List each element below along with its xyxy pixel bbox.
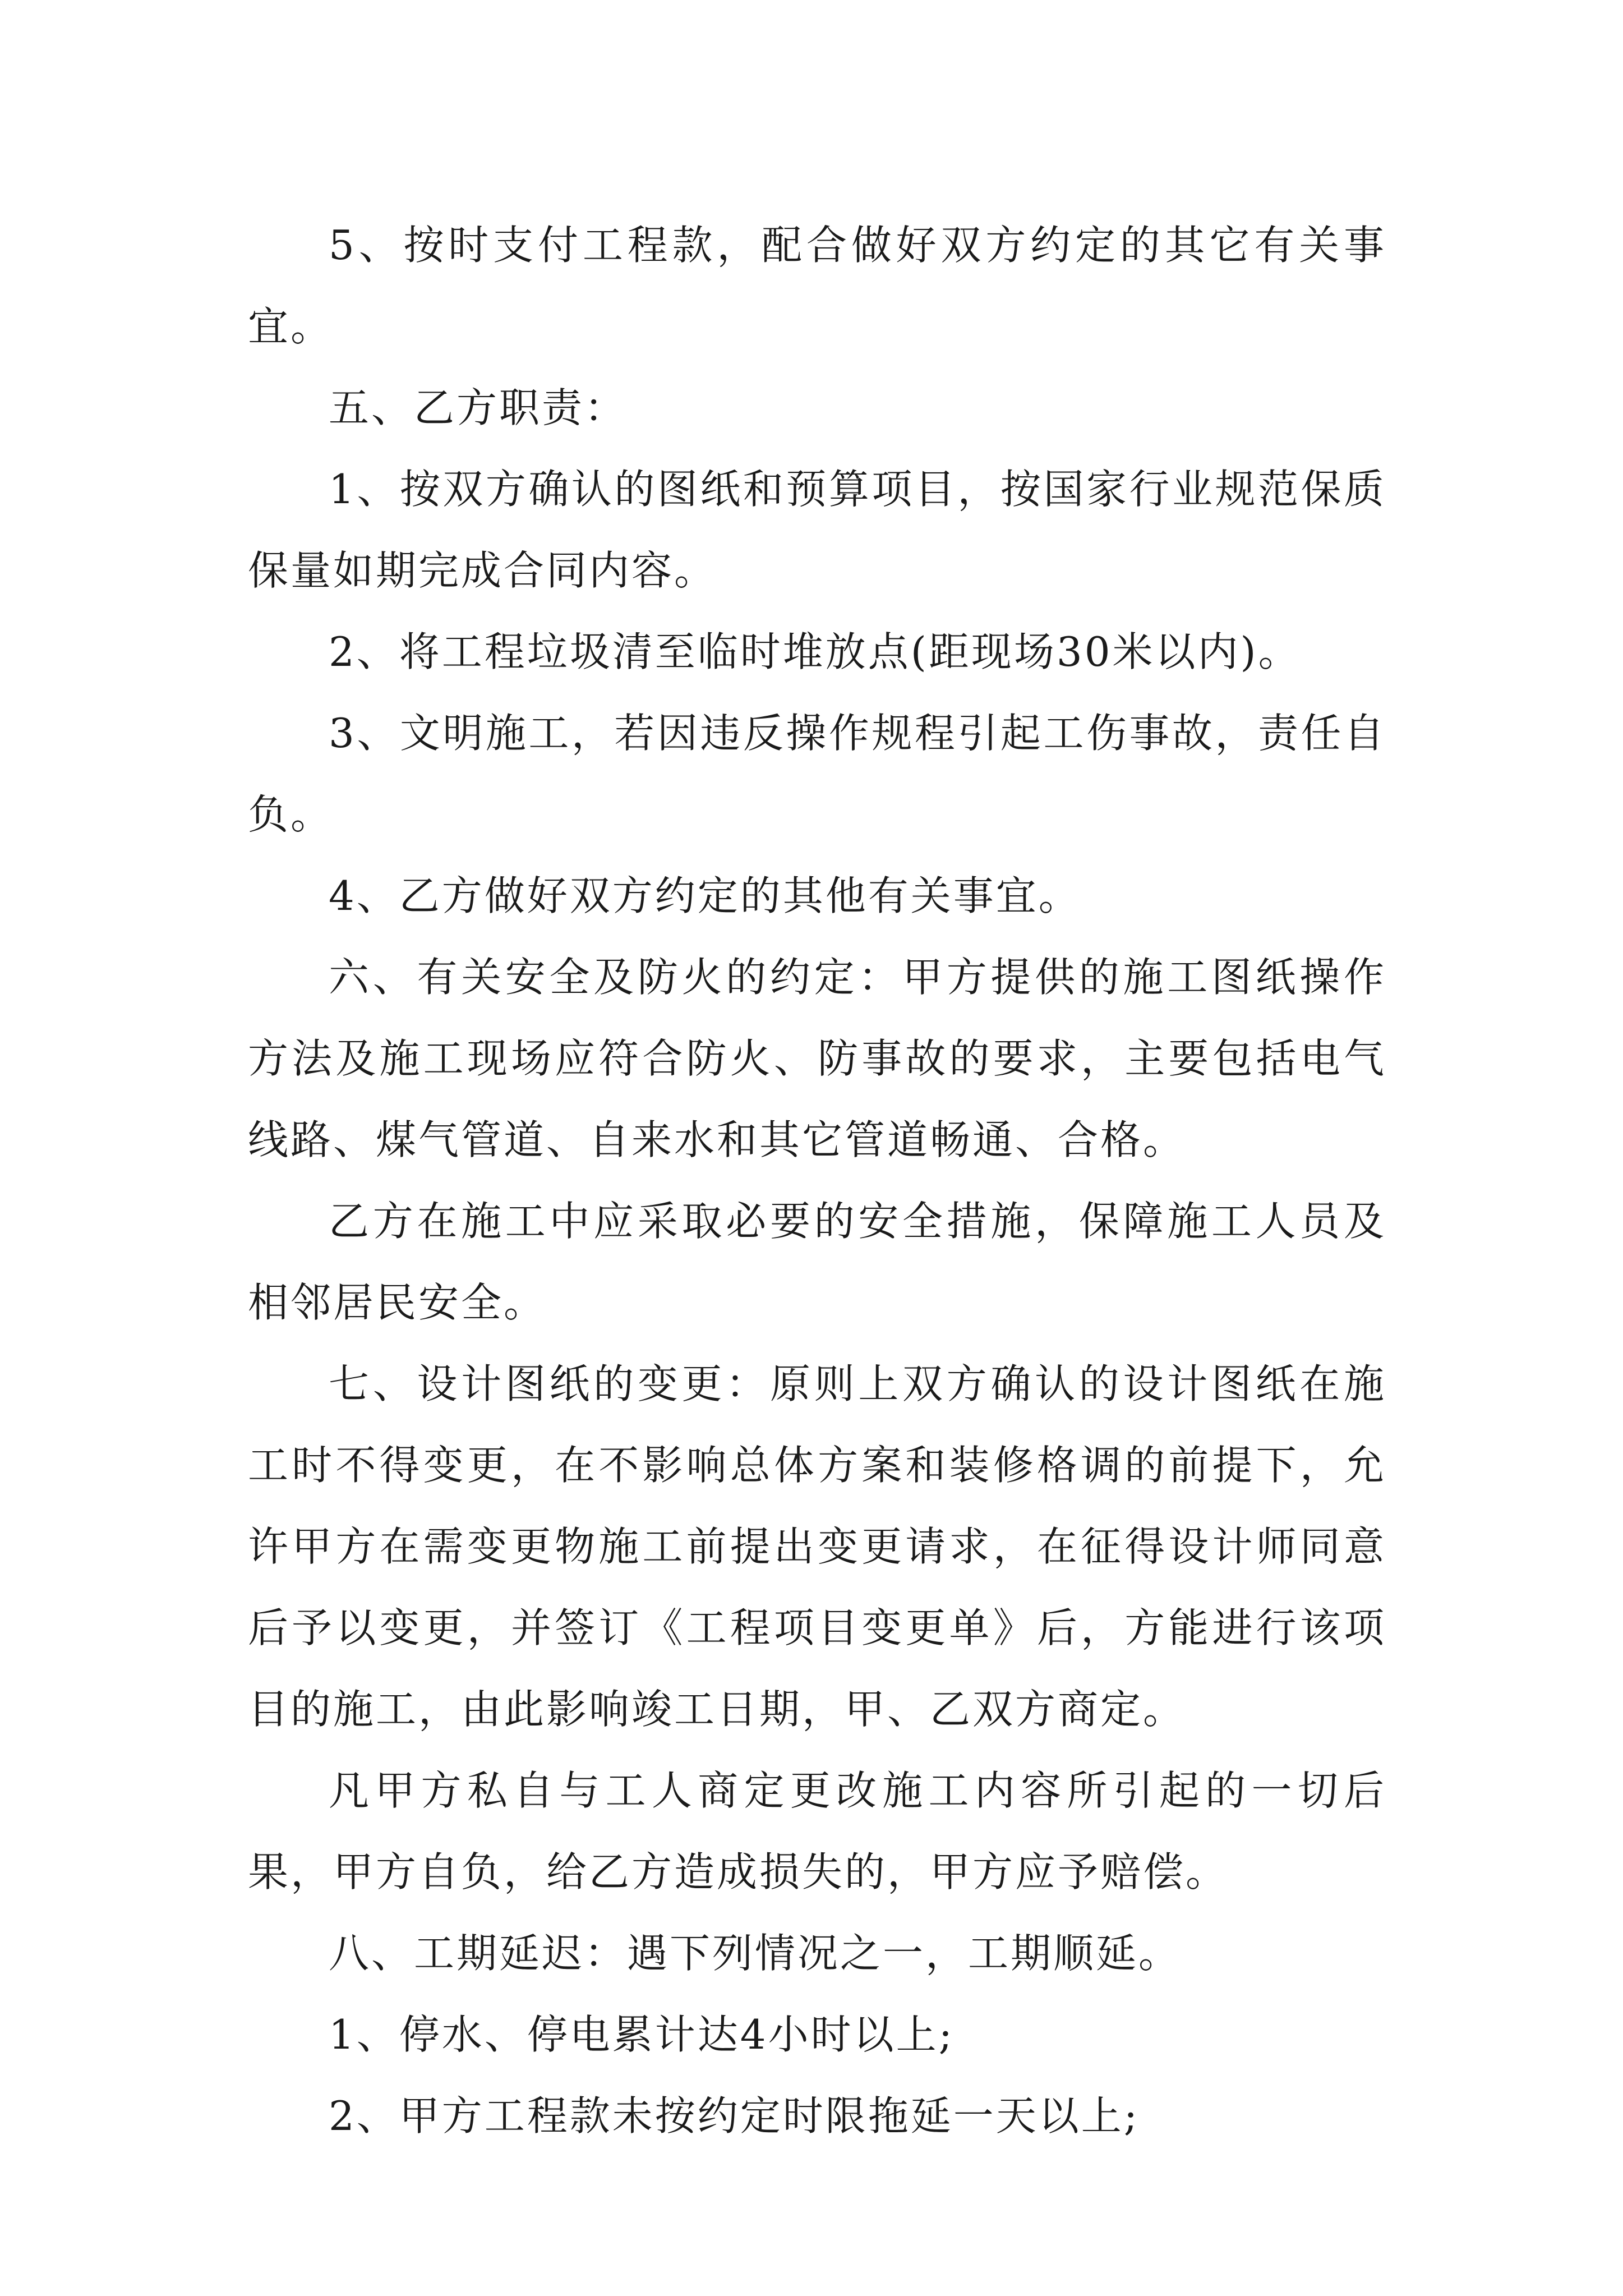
paragraph-safety-measures: 乙方在施工中应采取必要的安全措施，保障施工人员及相邻居民安全。 [248, 1198, 1386, 1326]
paragraph-delay-condition-2: 2、甲方工程款未按约定时限拖延一天以上; [329, 2092, 1140, 2139]
section-safety-fire-agreement: 六、有关安全及防火的约定：甲方提供的施工图纸操作方法及施工现场应符合防火、防事故的要求，主要包括电气线路、煤气管道、自来水和其它管道畅通、合格。 [248, 954, 1386, 1163]
paragraph-party-b-duty-1: 1、按双方确认的图纸和预算项目，按国家行业规范保质保量如期完成合同内容。 [248, 466, 1386, 594]
paragraph-payment-duty: 5、按时支付工程款，配合做好双方约定的其它有关事宜。 [248, 222, 1386, 350]
paragraph-unauthorized-changes: 凡甲方私自与工人商定更改施工内容所引起的一切后果，甲方自负，给乙方造成损失的，甲方应予赔偿。 [248, 1767, 1386, 1895]
paragraph-party-b-duty-3: 3、文明施工，若因违反操作规程引起工伤事故，责任自负。 [248, 710, 1386, 838]
paragraph-delay-condition-1: 1、停水、停电累计达4小时以上; [329, 2011, 955, 2058]
document-body [248, 205, 1386, 2157]
paragraph-party-b-duty-4: 4、乙方做好双方约定的其他有关事宜。 [329, 872, 1081, 919]
paragraph-party-b-duty-2: 2、将工程垃圾清至临时堆放点(距现场30米以内)。 [329, 628, 1301, 675]
section-design-drawing-changes: 七、设计图纸的变更：原则上双方确认的设计图纸在施工时不得变更，在不影响总体方案和装修格调的前提下，允许甲方在需变更物施工前提出变更请求，在征得设计师同意后予以变更，并签订《工程项目变更单》后，方能进行该项目的施工，由此影响竣工日期，甲、乙双方商定。 [248, 1360, 1386, 1733]
section-schedule-delay: 八、工期延迟：遇下列情况之一，工期顺延。 [329, 1930, 1182, 1977]
section-heading-party-b-duties: 五、乙方职责： [329, 384, 628, 431]
